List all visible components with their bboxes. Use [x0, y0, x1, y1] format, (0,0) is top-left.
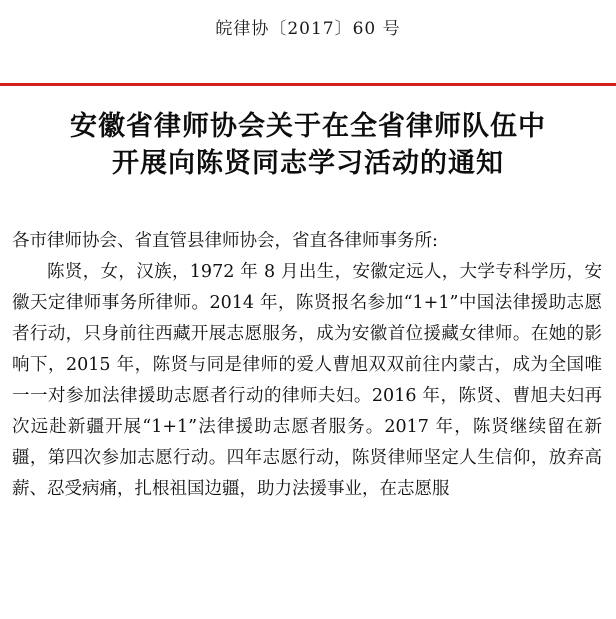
salutation: 各市律师协会、省直管县律师协会，省直各律师事务所: [12, 231, 438, 251]
title-line-1: 安徽省律师协会关于在全省律师队伍中 [70, 111, 546, 142]
document-title [0, 108, 616, 182]
document-body [12, 226, 602, 505]
document-number: 皖律协〔2017〕60 号 [215, 19, 401, 39]
body-paragraph: 陈贤，女，汉族，1972 年 8 月出生，安徽定远人，大学专科学历，安徽天定律师事务所律师。2014 年，陈贤报名参加“1+1”中国法律援助志愿者行动，只身前往西藏开展志愿服务，成为安徽首位援藏女律师。在她的影响下，2015 年，陈贤与同是律师的爱人曹旭双双前往内蒙古，成为全国唯一一对参加法律援助志愿者行动的律师夫妇。2016 年，陈贤、曹旭夫妇再次远赴新疆开展“1+1”法律援助志愿者服务。2017 年，陈贤继续留在新疆，第四次参加志愿行动。四年志愿行动，陈贤律师坚定人生信仰，放弃高薪、忍受病痛，扎根祖国边疆，助力法援事业，在志愿服 [12, 262, 602, 499]
red-header-rule [0, 83, 616, 86]
title-line-2: 开展向陈贤同志学习活动的通知 [112, 148, 504, 179]
